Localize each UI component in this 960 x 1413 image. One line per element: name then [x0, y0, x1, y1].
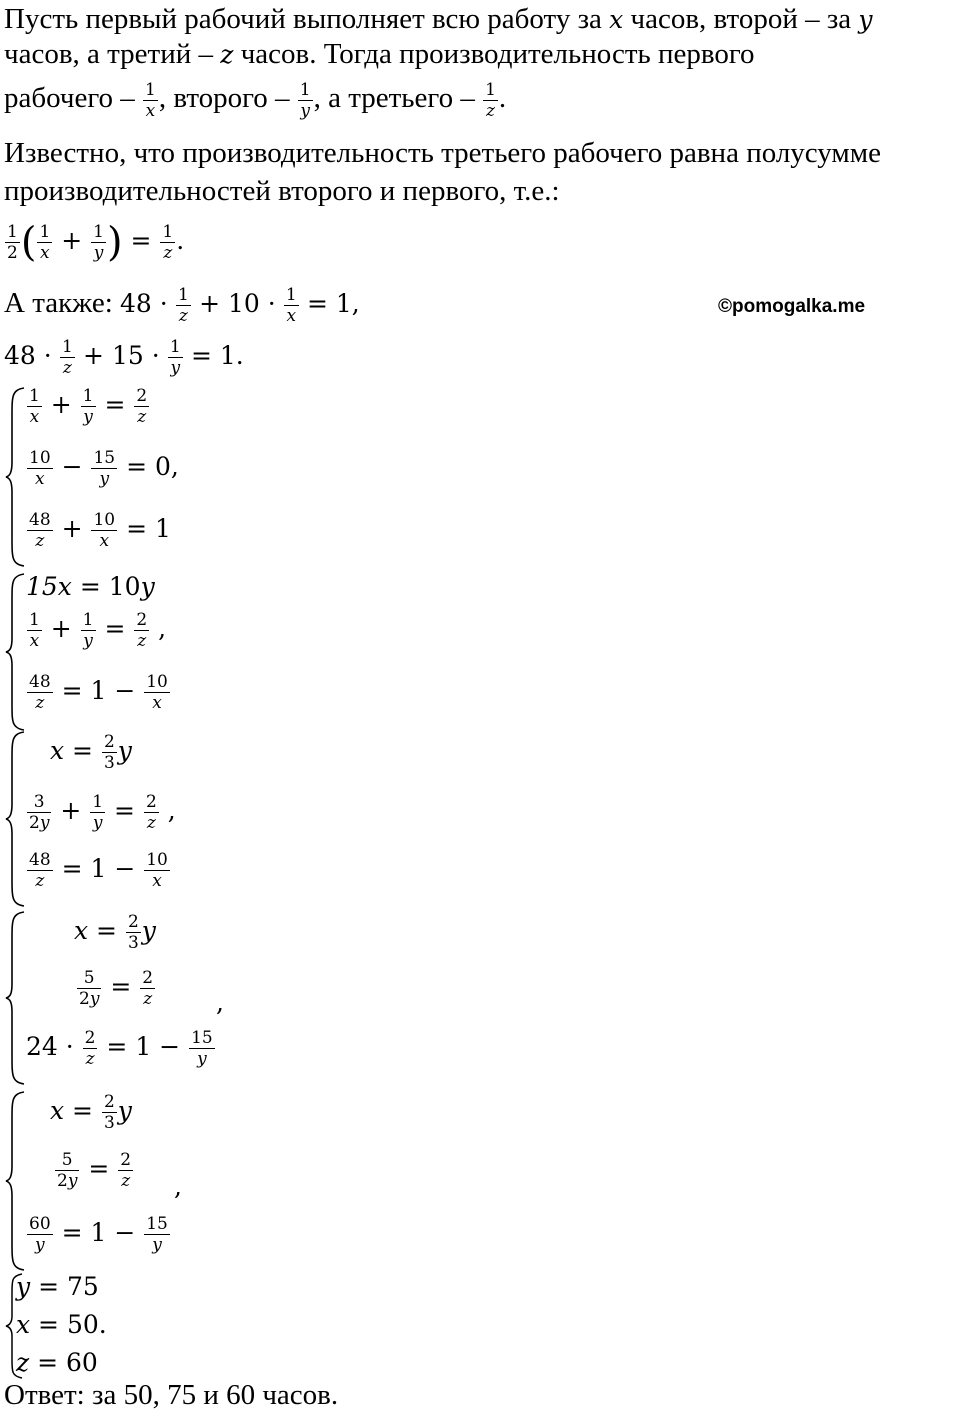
- known-line-2: производительностей второго и первого, т.е.:: [4, 175, 560, 207]
- fraction-1-over-y: $\frac{1}{y}$: [299, 80, 311, 121]
- equation-also-1: А также: 48 · $\frac{1}{z}$ + 10 · $\frac{1}{x}$ = 1,: [4, 284, 360, 326]
- fraction-1-over-z: $\frac{1}{z}$: [485, 80, 496, 121]
- equation-half-sum: $\frac{1}{2}$ ( $\frac{1}{x}$ + $\frac{1}{y}$ ) = $\frac{1}{z}$ .: [7, 219, 185, 266]
- intro-line-2: часов, а третий – z часов. Тогда производительность первого: [4, 38, 755, 70]
- equation-also-2: 48 · $\frac{1}{z}$ + 15 · $\frac{1}{y}$ = 1.: [4, 336, 244, 378]
- answer-line: Ответ: за 50, 75 и 60 часов.: [4, 1379, 339, 1411]
- fraction-1-over-x: $\frac{1}{x}$: [145, 80, 156, 121]
- brace-icon: [4, 572, 26, 732]
- brace-icon: [4, 730, 26, 908]
- brace-icon: [4, 910, 26, 1086]
- intro-line-3: рабочего – $\frac{1}{x}$ , второго – $\frac{1}{y}$ , а третьего – $\frac{1}{z}$ .: [4, 80, 507, 121]
- intro-line-1: Пусть первый рабочий выполняет всю работу за x часов, второй – за y: [4, 3, 873, 35]
- brace-icon: [4, 386, 26, 568]
- watermark: ©pomogalka.me: [718, 296, 866, 317]
- brace-icon: [4, 1090, 26, 1272]
- known-line-1: Известно, что производительность третьего рабочего равна полусумме: [4, 137, 881, 169]
